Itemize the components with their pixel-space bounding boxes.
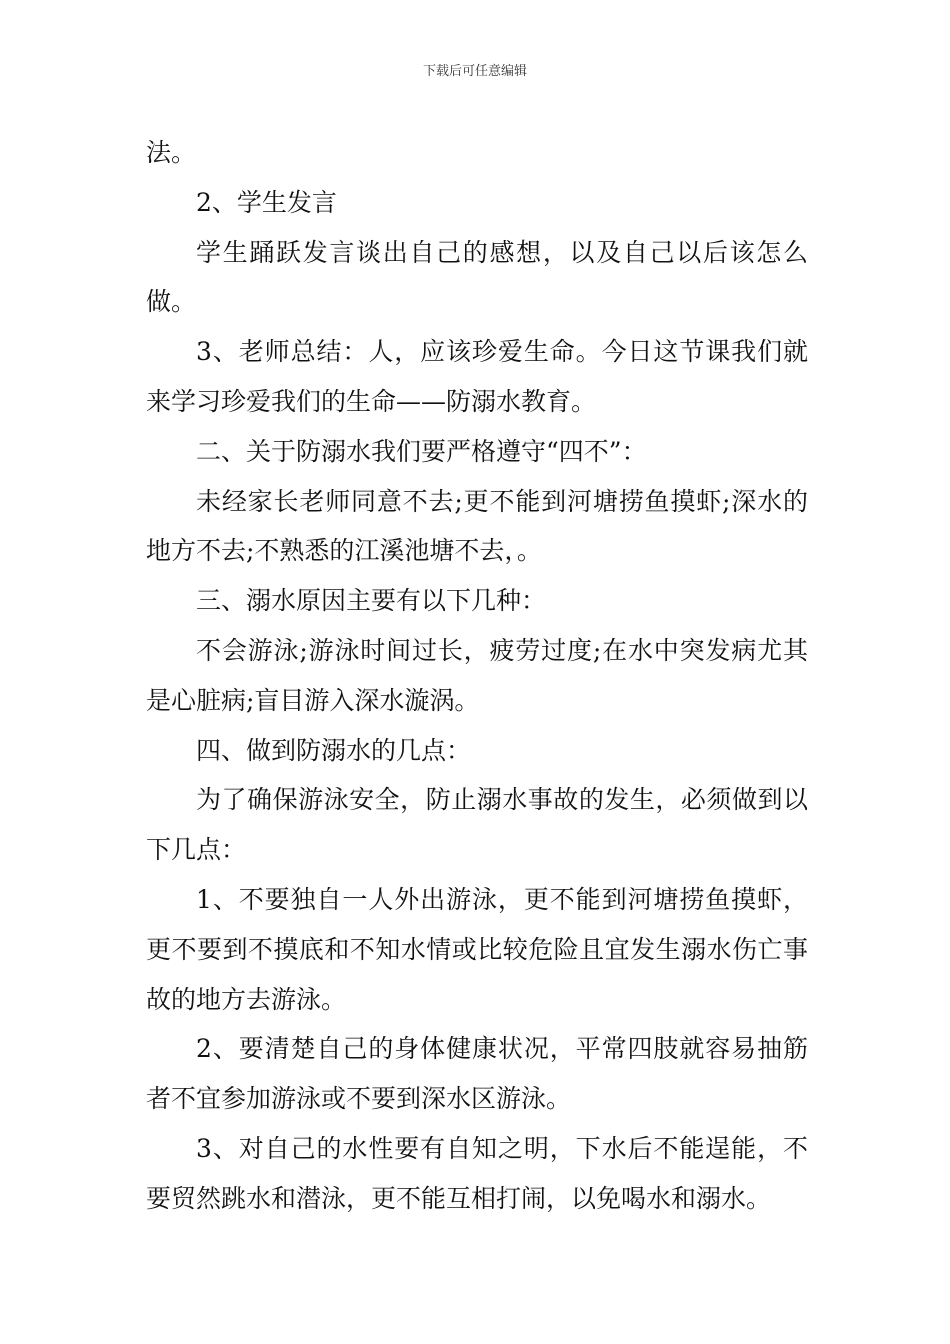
paragraph-section-three-heading: 三、溺水原因主要有以下几种： (196, 586, 547, 616)
paragraph-rule-one: 1、不要独自一人外出游泳，更不能到河塘捞鱼摸虾，更不要到不摸底和不知水情或比较危险且宜发生溺水伤亡事故的地方去游泳。 (146, 884, 808, 1014)
paragraph-section-four-heading: 四、做到防溺水的几点： (196, 735, 472, 765)
page-header: 下载后可任意编辑 (422, 64, 527, 79)
paragraph-rule-two: 2、要清楚自己的身体健康状况，平常四肢就容易抽筋者不宜参加游泳或不要到深水区游泳。 (146, 1034, 808, 1114)
paragraph-drowning-causes: 不会游泳;游泳时间过长，疲劳过度;在水中突发病尤其是心脏病;盲目游入深水漩涡。 (146, 635, 808, 715)
document-body (146, 128, 808, 1224)
paragraph-section-two-heading: 二、关于防溺水我们要严格遵守“四不”： (196, 436, 647, 466)
paragraph-teacher-summary: 3、老师总结：人，应该珍爱生命。今日这节课我们就来学习珍爱我们的生命——防溺水教育。 (146, 337, 808, 416)
paragraph-student-speech-heading: 2、学生发言 (196, 187, 337, 217)
paragraph-four-nots: 未经家长老师同意不去;更不能到河塘捞鱼摸虾;深水的地方不去;不熟悉的江溪池塘不去，。 (146, 486, 808, 566)
paragraph-safety-intro: 为了确保游泳安全，防止溺水事故的发生，必须做到以下几点： (146, 785, 808, 865)
paragraph-student-speech: 学生踊跃发言谈出自己的感想，以及自己以后该怎么做。 (146, 237, 808, 317)
paragraph-rule-three: 3、对自己的水性要有自知之明，下水后不能逞能，不要贸然跳水和潜泳，更不能互相打闹，以免喝水和溺水。 (146, 1133, 808, 1213)
paragraph-continuation: 法。 (146, 138, 197, 167)
